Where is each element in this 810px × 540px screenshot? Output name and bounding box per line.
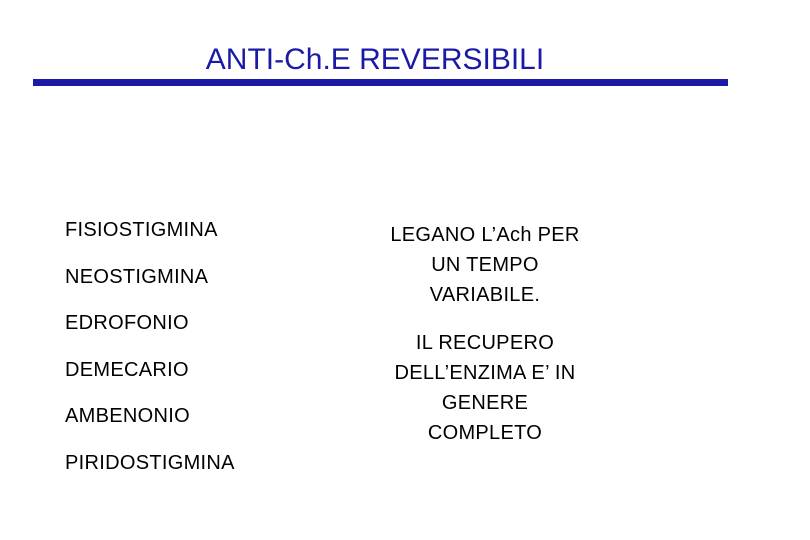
drug-list [65, 214, 235, 493]
slide-title: ANTI-Ch.E REVERSIBILI [205, 43, 545, 76]
note-binding-duration: LEGANO L’Ach PER UN TEMPO VARIABILE. [390, 224, 580, 306]
notes-block [355, 220, 615, 466]
drug-item-piridostigmina: PIRIDOSTIGMINA [65, 451, 235, 474]
drug-item-neostigmina: NEOSTIGMINA [65, 265, 209, 288]
drug-item-demecario: DEMECARIO [65, 358, 189, 381]
drug-item-ambenonio: AMBENONIO [65, 405, 190, 427]
note-enzyme-recovery: IL RECUPERO DELL’ENZIMA E’ IN GENERE COMPLETO [394, 332, 576, 444]
drug-item-fisiostigmina: FISIOSTIGMINA [65, 219, 218, 241]
title-underline [33, 79, 728, 86]
drug-item-edrofonio: EDROFONIO [65, 312, 189, 334]
